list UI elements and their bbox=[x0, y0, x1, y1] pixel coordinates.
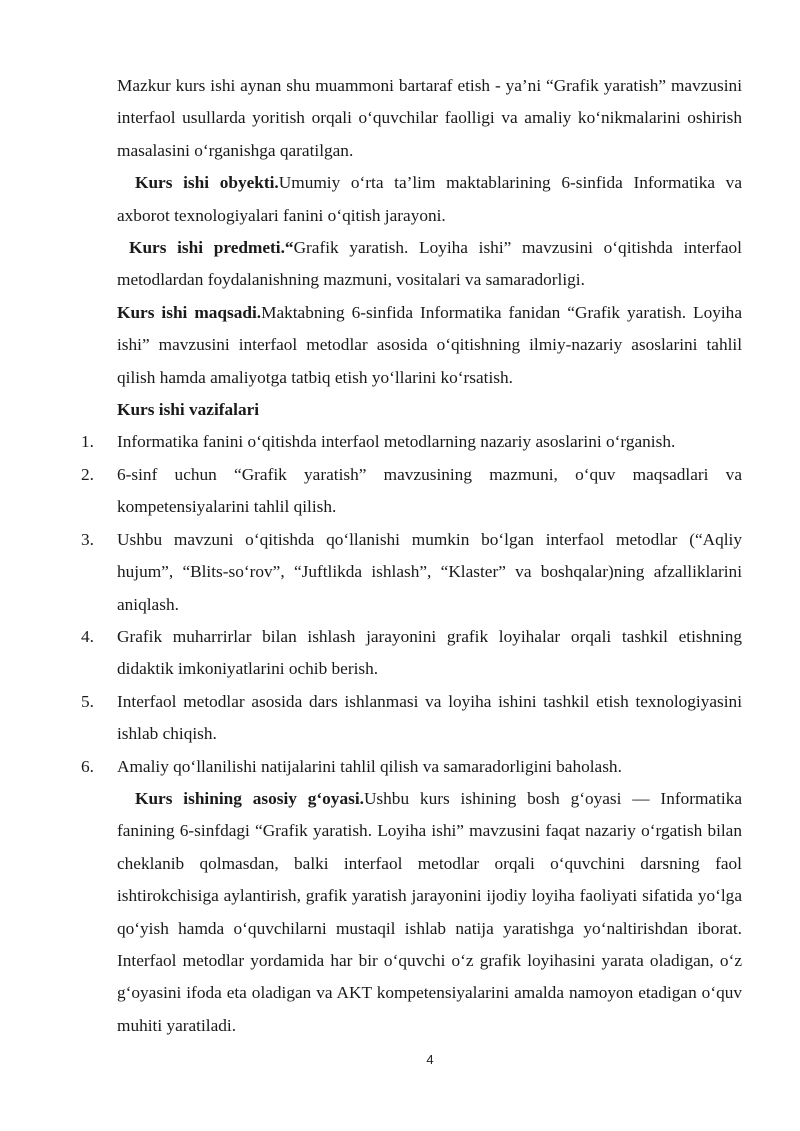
list-item-text: Ushbu mavzuni o‘qitishda qo‘llanishi mumkin bo‘lgan interfaol metodlar (“Aqliy hujum”, “Blits-so‘rov”, “Juftlikda ishlash”, “Klaster” va boshqalar)ning afzalliklarini aniqlash. bbox=[117, 529, 742, 614]
list-item-text: Informatika fanini o‘qitishda interfaol metodlarning nazariy asoslarini o‘rganish. bbox=[117, 432, 676, 452]
list-item-text: Interfaol metodlar asosida dars ishlanmasi va loyiha ishini tashkil etish texnologiyasini ishlab chiqish. bbox=[117, 691, 742, 744]
list-item-number: 3. bbox=[81, 529, 94, 549]
list-item-number: 6. bbox=[81, 756, 94, 776]
list-item-text: Grafik muharrirlar bilan ishlash jarayonini grafik loyihalar orqali tashkil etishning didaktik imkoniyatlarini ochib berish. bbox=[117, 626, 742, 679]
object-text: Umumiy o‘rta ta’lim maktablarining 6-sinfida Informatika va axborot texnologiyalari fanini o‘qitish jarayoni. bbox=[117, 173, 742, 225]
page-number: 4 bbox=[426, 1052, 434, 1067]
goal-label: Kurs ishi maqsadi. bbox=[117, 302, 262, 322]
subject-paragraph bbox=[117, 232, 742, 297]
intro-paragraph: Mazkur kurs ishi aynan shu muammoni bartaraf etish - ya’ni “Grafik yaratish” mavzusini interfaol usullarda yoritish orqali o‘quvchilar faolligi va amaliy ko‘nikmalarini oshirish masalasini o‘rganishga qaratilgan. bbox=[117, 76, 742, 160]
list-item-number: 1. bbox=[81, 432, 94, 452]
goal-paragraph bbox=[117, 297, 742, 394]
list-item bbox=[81, 751, 742, 783]
goal-text: Maktabning 6-sinfida Informatika fanidan “Grafik yaratish. Loyiha ishi” mavzusini interfaol metodlar asosida o‘qitishning ilmiy-nazariy asoslarini tahlil qilish hamda amaliyotga tatbiq etish yo‘llarini ko‘rsatish. bbox=[117, 302, 742, 387]
list-item-text: 6-sinf uchun “Grafik yaratish” mavzusining mazmuni, o‘quv maqsadlari va kompetensiyalarini tahlil qilish. bbox=[117, 464, 742, 517]
main-idea-text: Ushbu kurs ishining bosh g‘oyasi — Informatika fanining 6-sinfdagi “Grafik yaratish. Loyiha ishi” mavzusini faqat nazariy o‘rgatish bilan cheklanib qolmasdan, balki interfaol metodlar orqali o‘quvchini darsning faol ishtirokchisiga aylantirish, grafik yaratish jarayonini ijodiy loyiha faoliyati sifatida yo‘lga qo‘yish hamda o‘quvchilarni mustaqil ishlab natija yaratishga yo‘naltirishdan iborat. Interfaol metodlar yordamida har bir o‘quvchi o‘z grafik loyihasini yarata oladigan, o‘z g‘oyasini ifoda eta oladigan va AKT kompetensiyalarini amalda namoyon etadigan o‘quv muhiti yaratiladi. bbox=[117, 788, 743, 1035]
list-item bbox=[81, 426, 742, 458]
tasks-heading: Kurs ishi vazifalari bbox=[117, 400, 260, 420]
subject-label: Kurs ishi predmeti.“ bbox=[129, 238, 294, 258]
object-label: Kurs ishi obyekti. bbox=[135, 173, 279, 193]
list-item-number: 4. bbox=[81, 626, 94, 646]
tasks-list bbox=[81, 426, 742, 782]
main-idea-paragraph bbox=[117, 783, 742, 1042]
list-item bbox=[81, 524, 742, 621]
list-item bbox=[81, 621, 742, 686]
subject-text: Grafik yaratish. Loyiha ishi” mavzusini o‘qitishda interfaol metodlardan foydalanishning mazmuni, vositalari va samaradorligi. bbox=[117, 238, 742, 290]
list-item bbox=[81, 686, 742, 751]
body-text bbox=[81, 70, 743, 1042]
list-item-text: Amaliy qo‘llanilishi natijalarini tahlil qilish va samaradorligini baholash. bbox=[117, 756, 622, 776]
object-paragraph bbox=[117, 167, 742, 232]
list-item-number: 2. bbox=[81, 464, 94, 484]
list-item bbox=[81, 459, 742, 524]
list-item-number: 5. bbox=[81, 691, 94, 711]
main-idea-label: Kurs ishining asosiy g‘oyasi. bbox=[135, 788, 364, 808]
